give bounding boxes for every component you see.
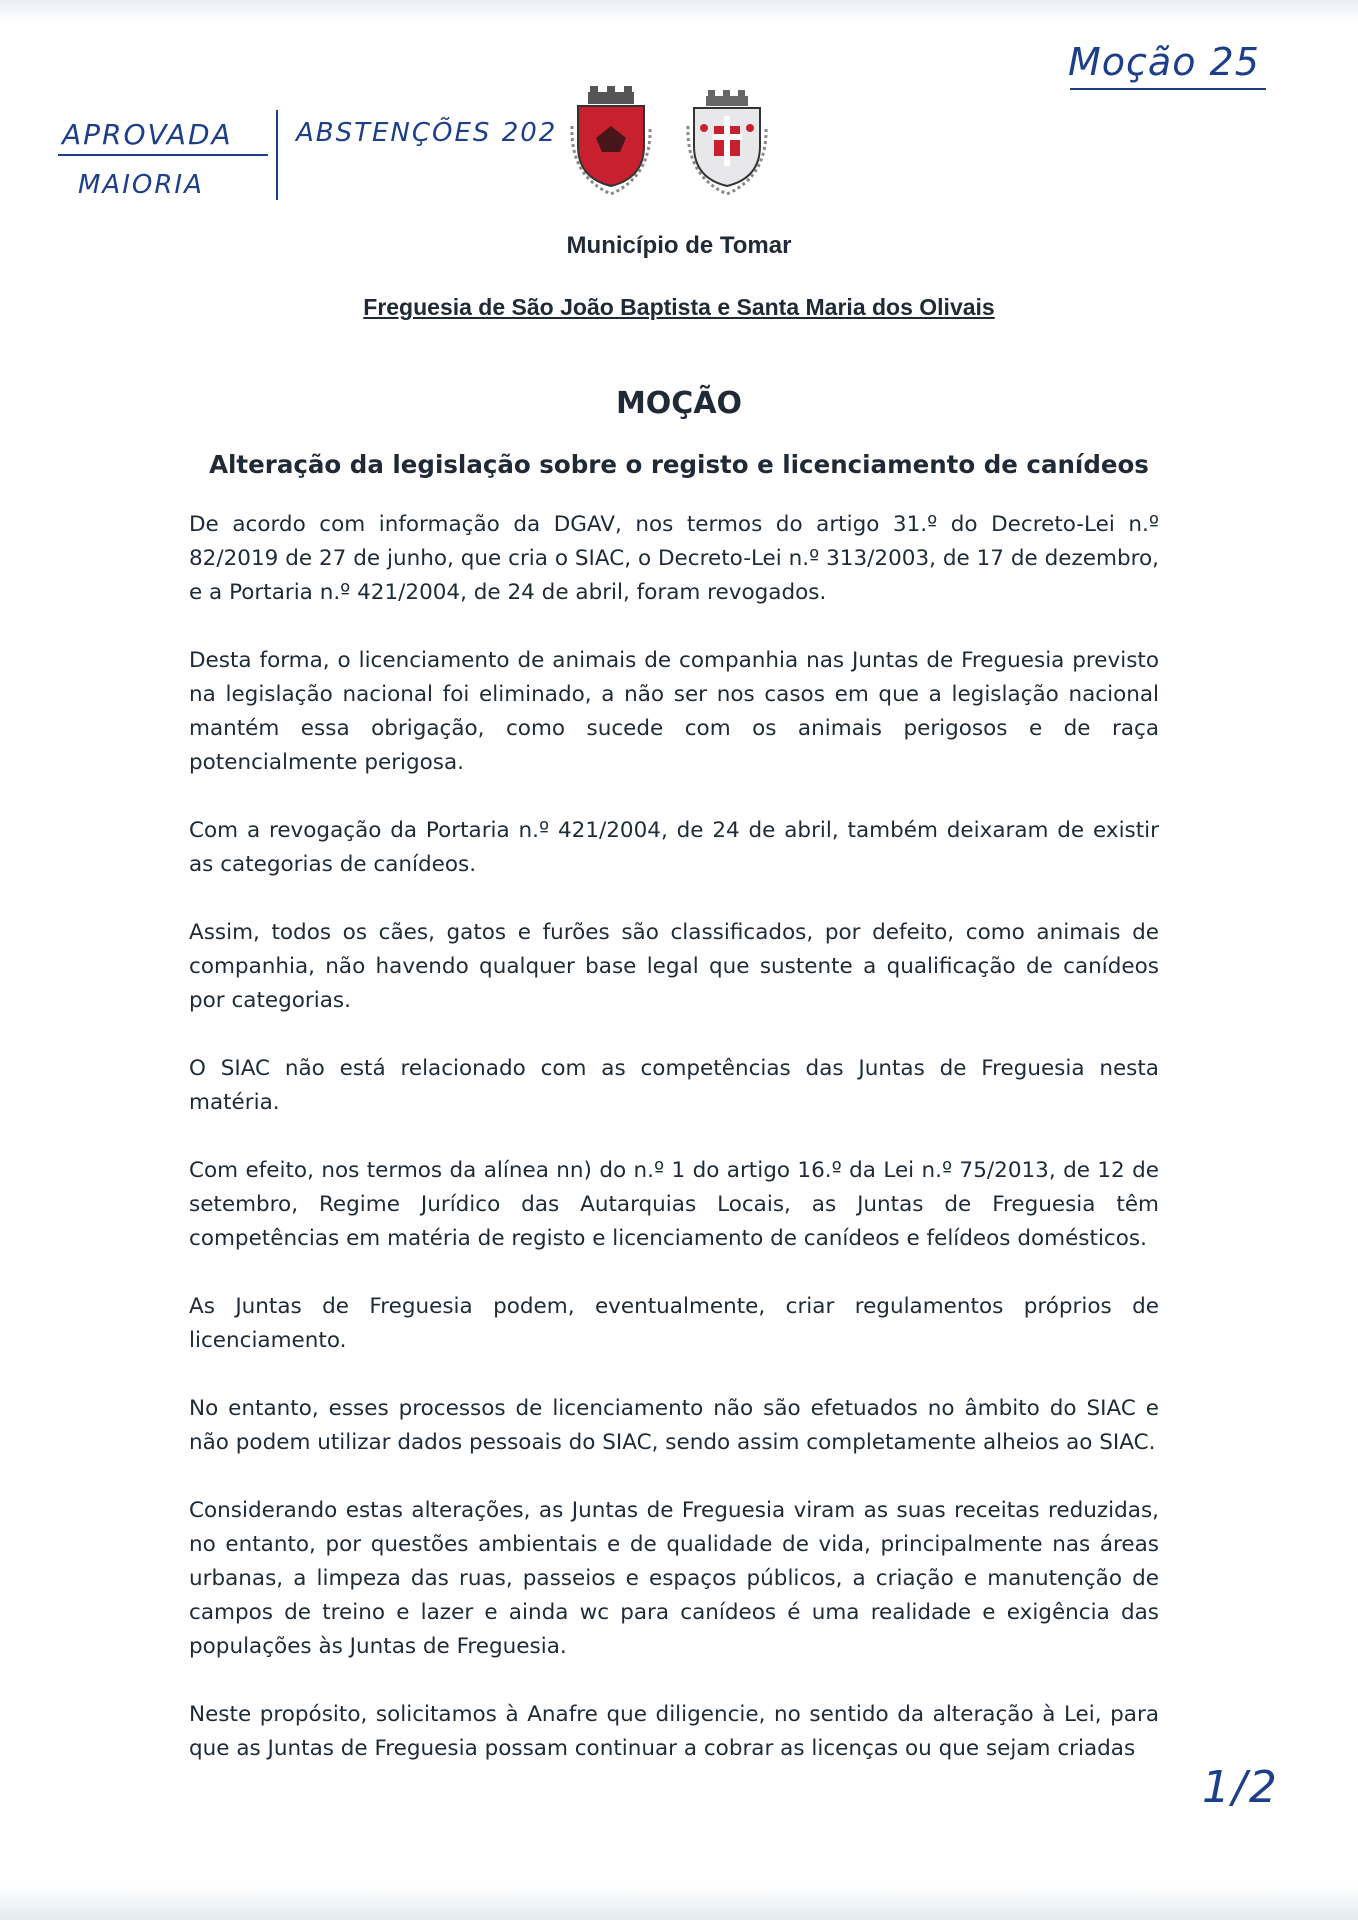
body-paragraph: Assim, todos os cães, gatos e furões são classificados, por defeito, como animais de companhia, não havendo qualquer base legal que sustente a qualificação de canídeos por categorias.	[189, 920, 1159, 1013]
body-paragraph: O SIAC não está relacionado com as competências das Juntas de Freguesia nesta matéria.	[189, 1056, 1159, 1115]
body-paragraph: Neste propósito, solicitamos à Anafre que diligencie, no sentido da alteração à Lei, para que as Juntas de Freguesia possam continuar a cobrar as licenças ou que sejam criadas	[189, 1702, 1159, 1761]
body-paragraph: Com efeito, nos termos da alínea nn) do n.º 1 do artigo 16.º da Lei n.º 75/2013, de 12 de setembro, Regime Jurídico das Autarquias Locais, as Juntas de Freguesia têm competências em matéria de registo e licenciamento de canídeos e felídeos domésticos.	[189, 1158, 1159, 1251]
scan-edge-bottom	[0, 1886, 1358, 1920]
scan-edge-top	[0, 0, 1358, 22]
body-paragraph: Considerando estas alterações, as Juntas de Freguesia viram as suas receitas reduzidas, no entanto, por questões ambientais e de qualidade de vida, principalmente nas áreas urbanas, a limpeza das ruas, passeios e espaços públicos, a criação e manutenção de campos de treino e lazer e ainda wc para canídeos é uma realidade e exigência das populações às Juntas de Freguesia.	[189, 1498, 1159, 1659]
handwritten-abstentions: ABSTENÇÕES 202	[296, 118, 558, 148]
handwritten-page-number: 1/2	[1202, 1762, 1279, 1813]
parish-title: Freguesia de São João Baptista e Santa Maria dos Olivais	[363, 294, 995, 320]
motion-number-underline	[1070, 88, 1266, 90]
document-heading: MOÇÃO	[615, 386, 743, 421]
body-paragraph: As Juntas de Freguesia podem, eventualmente, criar regulamentos próprios de licenciamento.	[189, 1294, 1159, 1353]
approval-underline	[58, 154, 268, 156]
parish-crest-icon	[688, 90, 766, 194]
body-paragraph: De acordo com informação da DGAV, nos termos do artigo 31.º do Decreto-Lei n.º 82/2019 de 27 de junho, que cria o SIAC, o Decreto-Lei n.º 313/2003, de 17 de dezembro, e a Portaria n.º 421/2004, de 24 de abril, foram revogados.	[189, 512, 1159, 605]
municipality-title: Município de Tomar	[566, 232, 792, 259]
handwritten-majority: MAIORIA	[78, 170, 204, 200]
body-paragraph: Com a revogação da Portaria n.º 421/2004, de 24 de abril, também deixaram de existir as categorias de canídeos.	[189, 818, 1159, 877]
handwritten-divider	[276, 110, 278, 200]
body-paragraph: Desta forma, o licenciamento de animais de companhia nas Juntas de Freguesia previsto na legislação nacional foi eliminado, a não ser nos casos em que a legislação nacional mantém essa obrigação, como sucede com os animais perigosos e de raça potencialmente perigosa.	[189, 648, 1159, 775]
document-body	[189, 508, 1159, 1766]
handwritten-approval: APROVADA	[62, 118, 233, 151]
document-subtitle: Alteração da legislação sobre o registo e licenciamento de canídeos	[209, 450, 1149, 479]
body-paragraph: No entanto, esses processos de licenciamento não são efetuados no âmbito do SIAC e não podem utilizar dados pessoais do SIAC, sendo assim completamente alheios ao SIAC.	[189, 1396, 1159, 1455]
tomar-crest-icon	[572, 86, 650, 194]
handwritten-motion-number: Moção 25	[1068, 40, 1260, 84]
coats-of-arms	[566, 86, 796, 196]
